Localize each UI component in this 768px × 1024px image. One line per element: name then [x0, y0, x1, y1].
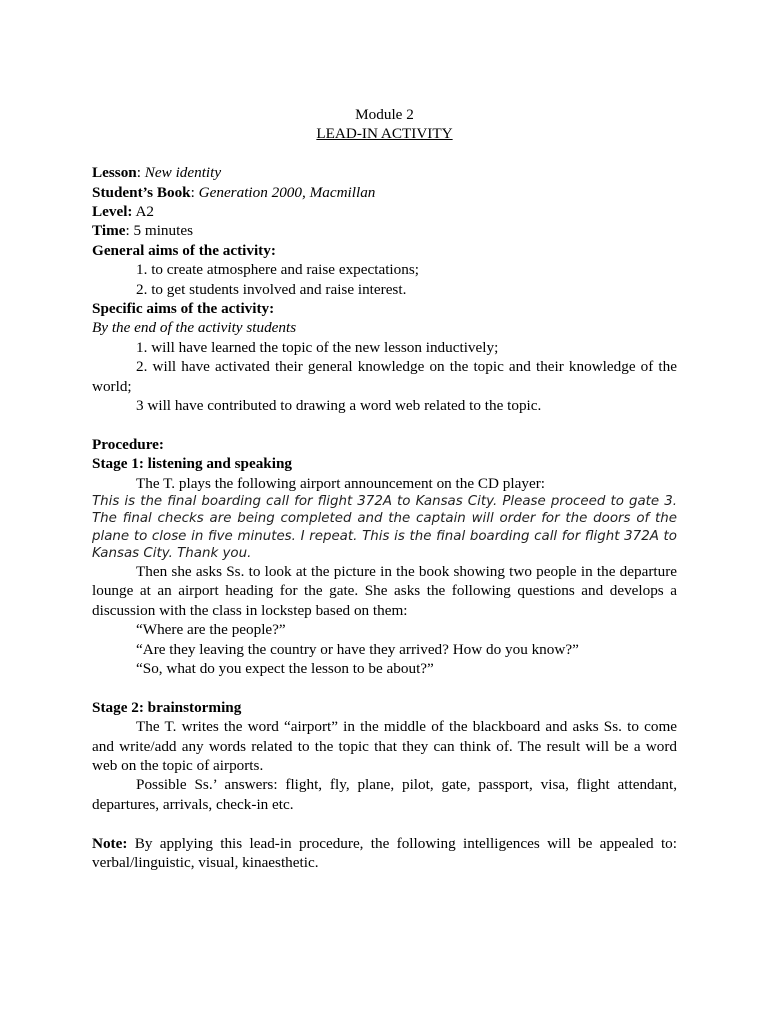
- book-line: Student’s Book: Generation 2000, Macmillan: [92, 183, 376, 201]
- lesson-label: Lesson: [92, 164, 137, 182]
- document-title: LEAD-IN ACTIVITY: [316, 125, 453, 143]
- lesson-line: Lesson: New identity: [92, 164, 222, 182]
- specific-aims-intro: By the end of the activity students: [92, 319, 297, 337]
- level-value: A2: [135, 203, 155, 221]
- time-value: 5 minutes: [133, 222, 193, 240]
- stage1-intro: The T. plays the following airport announcement on the CD player:: [136, 474, 545, 492]
- airport-announcement: This is the final boarding call for flight 372A to Kansas City. Please proceed to gate 3. The final checks are being completed and the captain will order for the doors of the plane to close in five minutes. I repeat. This is the final boarding call for flight 372A to Kansas City. Thank you.: [92, 494, 677, 561]
- specific-aim-item: 2. will have activated their general knowledge on the topic and their knowledge of the world;: [92, 358, 677, 395]
- lesson-value: New identity: [144, 164, 222, 182]
- time-label: Time: [92, 222, 126, 240]
- note-text: By applying this lead-in procedure, the following intelligences will be appealed to: verbal/linguistic, visual, kinaesthetic.: [92, 834, 677, 871]
- specific-aim-item: 1. will have learned the topic of the new lesson inductively;: [136, 338, 499, 356]
- question-item: “Are they leaving the country or have they arrived? How do you know?”: [136, 640, 579, 658]
- stage1-heading: Stage 1: listening and speaking: [92, 455, 293, 473]
- note-paragraph: [92, 834, 677, 873]
- book-label: Student’s Book: [92, 183, 191, 201]
- question-item: “So, what do you expect the lesson to be about?”: [136, 659, 434, 677]
- stage1-paragraph: Then she asks Ss. to look at the picture in the book showing two people in the departure lounge at an airport heading for the gate. She asks the following questions and develops a discussion with the class in lockstep based on them:: [92, 562, 677, 619]
- general-aim-item: 1. to create atmosphere and raise expectations;: [136, 261, 419, 279]
- procedure-heading: Procedure:: [92, 435, 164, 453]
- general-aims-heading: General aims of the activity:: [92, 241, 276, 259]
- general-aim-item: 2. to get students involved and raise interest.: [136, 280, 407, 298]
- level-label: Level:: [92, 203, 133, 221]
- note-label: Note:: [92, 834, 128, 852]
- specific-aim-item: 3 will have contributed to drawing a word web related to the topic.: [136, 397, 542, 415]
- module-number: Module 2: [355, 106, 414, 123]
- book-value: Generation 2000, Macmillan: [198, 183, 376, 201]
- level-line: [92, 202, 677, 221]
- time-line: Time: 5 minutes: [92, 222, 193, 240]
- specific-aims-heading: Specific aims of the activity:: [92, 300, 275, 318]
- stage2-answers: Possible Ss.’ answers: flight, fly, plane, pilot, gate, passport, visa, flight attendant, departures, arrivals, check-in etc.: [92, 776, 677, 813]
- document-content: [92, 105, 677, 872]
- question-item: “Where are the people?”: [136, 621, 286, 639]
- stage2-paragraph: The T. writes the word “airport” in the middle of the blackboard and asks Ss. to come and write/add any words related to the topic that they can think of. The result will be a word web on the topic of airports.: [92, 718, 677, 774]
- stage2-heading: Stage 2: brainstorming: [92, 698, 242, 716]
